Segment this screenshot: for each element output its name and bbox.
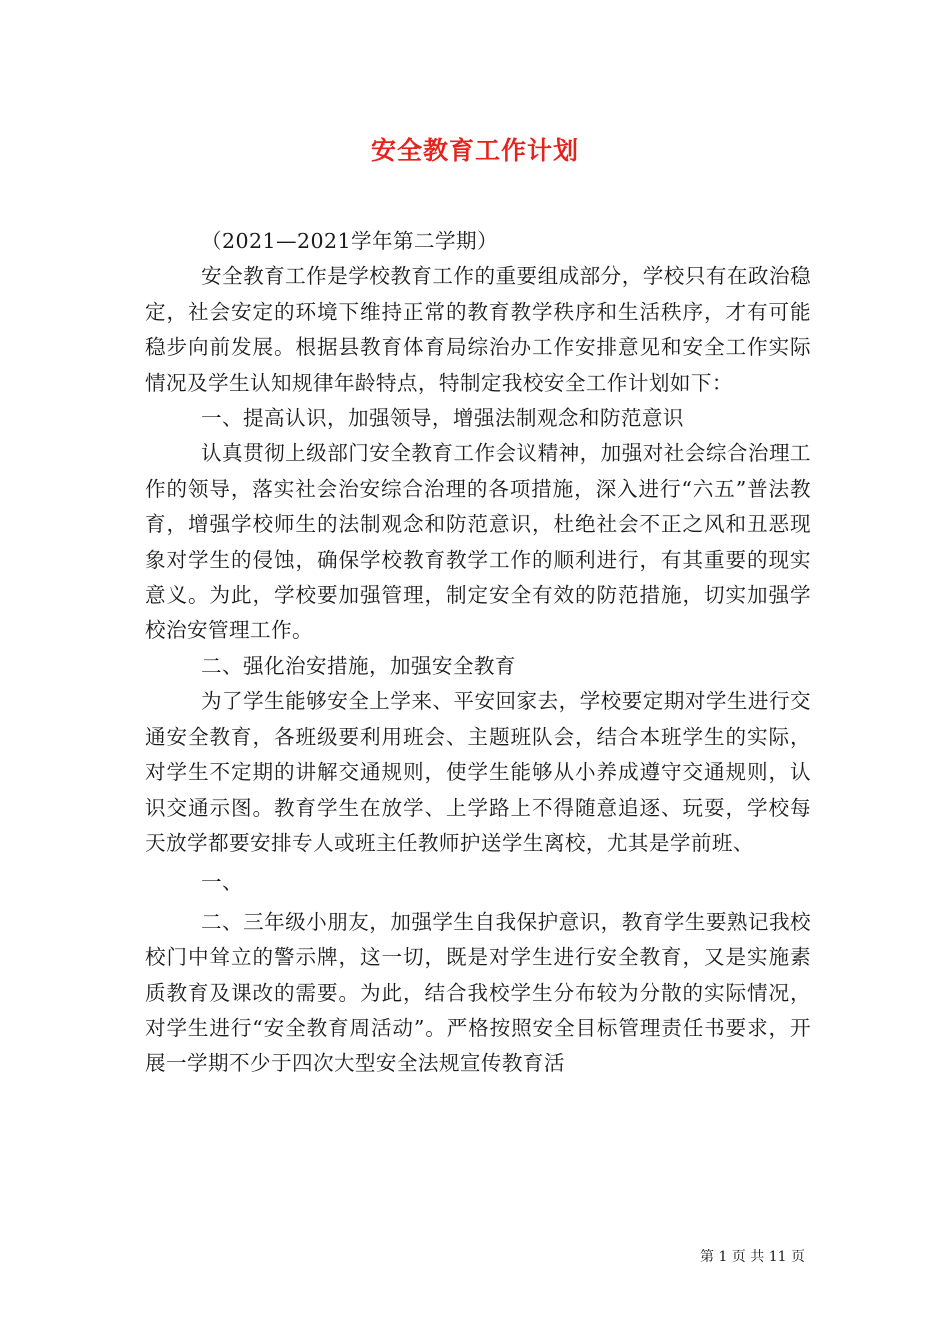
section-heading-1: 一、提高认识，加强领导，增强法制观念和防范意识 <box>201 406 684 431</box>
paragraph-section-2: 为了学生能够安全上学来、平安回家去，学校要定期对学生进行交通安全教育，各班级要利用班会、主题班队会，结合本班学生的实际，对学生不定期的讲解交通规则，使学生能够从小养成遵守交通规则，认识交通示图。教育学生在放学、上学路上不得随意追逐、玩耍，学校每天放学都要安排专人或班主任教师护送学生离校，尤其是学前班、 <box>145 689 811 855</box>
page-number <box>700 1248 805 1266</box>
section-heading-2: 二、强化治安措施，加强安全教育 <box>201 653 516 678</box>
paragraph-continuation: 二、三年级小朋友，加强学生自我保护意识，教育学生要熟记我校校门中耸立的警示牌，这一切，既是对学生进行安全教育，又是实施素质教育及课改的需要。为此，结合我校学生分布较为分散的实际情况，对学生进行“安全教育周活动”。严格按照安全目标管理责任书要求，开展一学期不少于四次大型安全法规宣传教育活 <box>145 909 811 1076</box>
paragraph-section-1: 认真贯彻上级部门安全教育工作会议精神，加强对社会综合治理工作的领导，落实社会治安综合治理的各项措施，深入进行“六五”普法教育，增强学校师生的法制观念和防范意识，杜绝社会不正之风和丑恶现象对学生的侵蚀，确保学校教育教学工作的顺利进行，有其重要的现实意义。为此，学校要加强管理，制定安全有效的防范措施，切实加强学校治安管理工作。 <box>145 441 811 643</box>
paragraph-term: （2021—2021学年第二学期） <box>201 229 498 253</box>
paragraph-fragment: 一、 <box>201 870 243 895</box>
document-title: 安全教育工作计划 <box>370 136 579 165</box>
page-number-label: 第 1 页 共 11 页 <box>700 1249 805 1265</box>
paragraph-intro: 安全教育工作是学校教育工作的重要组成部分，学校只有在政治稳定，社会安定的环境下维持正常的教育教学秩序和生活秩序，才有可能稳步向前发展。根据县教育体育局综治办工作安排意见和安全工作实际情况及学生认知规律年龄特点，特制定我校安全工作计划如下： <box>145 264 811 395</box>
document-body <box>145 224 811 1082</box>
